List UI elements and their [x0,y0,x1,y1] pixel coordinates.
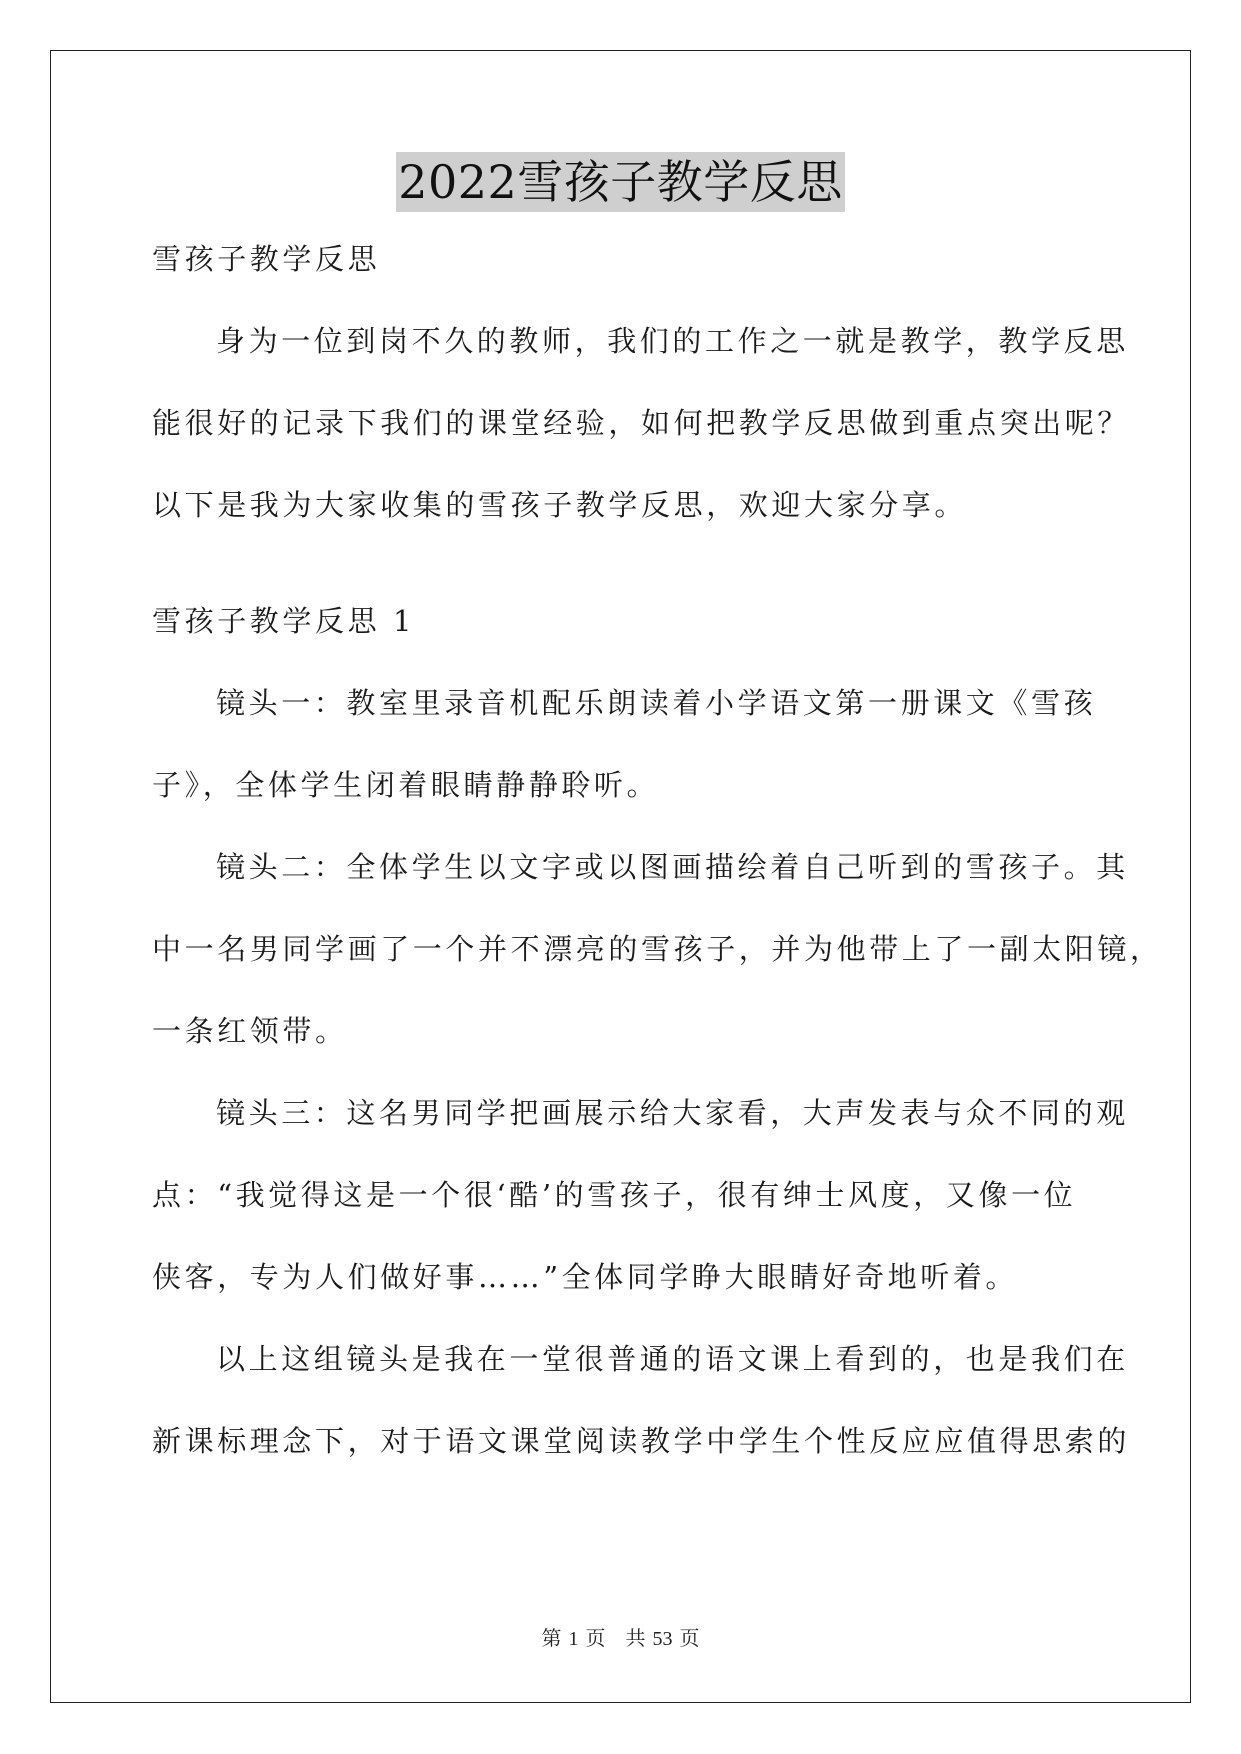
paragraph-1 [152,662,1097,826]
paragraph-line: 一条红领带。 [152,1014,348,1048]
paragraph-4 [152,1318,1131,1482]
title-wrap [0,152,1241,212]
paragraph-line: 侠客，专为人们做好事……”全体同学睁大眼睛好奇地听着。 [152,1260,1019,1294]
section-heading-text: 雪孩子教学反思 1 [152,604,416,638]
subtitle [152,218,1097,300]
page-number: 第 1 页 [541,1628,606,1650]
intro-line: 身为一位到岗不久的教师，我们的工作之一就是教学，教学反思 [216,324,1129,358]
paragraph-3 [152,1072,1129,1318]
intro-paragraph [152,300,1131,546]
paragraph-line: 镜头一：教室里录音机配乐朗读着小学语文第一册课文《雪孩 [216,686,1097,720]
paragraph-line: 中一名男同学画了一个并不漂亮的雪孩子，并为他带上了一副太阳镜， [152,932,1163,966]
page-footer [0,1625,1241,1653]
page-total: 共 53 页 [625,1628,700,1650]
document-title: 2022雪孩子教学反思 [396,152,845,212]
paragraph-line: 点：“我觉得这是一个很‘酷’的雪孩子，很有绅士风度，又像一位 [152,1178,1077,1212]
subtitle-text: 雪孩子教学反思 [152,242,381,276]
paragraph-2 [152,826,1163,1072]
intro-line: 以下是我为大家收集的雪孩子教学反思，欢迎大家分享。 [152,488,968,522]
paragraph-line: 以上这组镜头是我在一堂很普通的语文课上看到的，也是我们在 [216,1342,1129,1376]
paragraph-line: 子》，全体学生闭着眼睛静静聆听。 [152,768,660,802]
paragraph-line: 新课标理念下，对于语文课堂阅读教学中学生个性反应应值得思索的 [152,1424,1131,1458]
paragraph-line: 镜头二：全体学生以文字或以图画描绘着自己听到的雪孩子。其 [216,850,1129,884]
intro-line: 能很好的记录下我们的课堂经验，如何把教学反思做到重点突出呢？ [152,406,1131,440]
paragraph-line: 镜头三：这名男同学把画展示给大家看，大声发表与众不同的观 [216,1096,1129,1130]
section-heading [152,580,1097,662]
